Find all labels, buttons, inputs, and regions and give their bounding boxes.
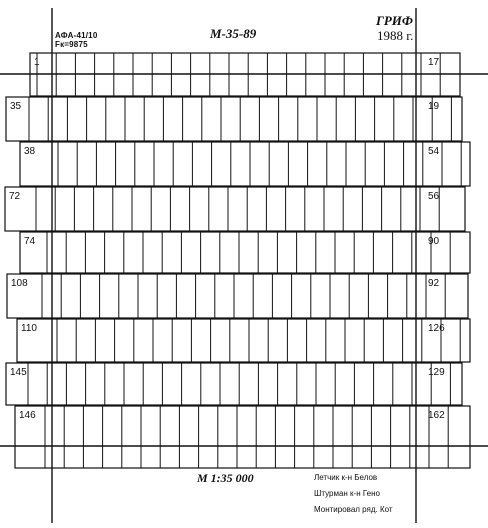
- strip-end-number: 92: [428, 278, 440, 289]
- strip-end-number: 90: [428, 236, 440, 247]
- strip-start-number: 72: [9, 191, 21, 202]
- strip-frame: [17, 319, 470, 362]
- strip-start-number: 74: [24, 236, 36, 247]
- navigator-label: Штурман к-н Гено: [314, 489, 380, 498]
- strip-end-number: 129: [428, 367, 445, 378]
- year-label: 1988 г.: [377, 28, 414, 43]
- strip-frame: [20, 142, 470, 186]
- strip-frame: [20, 232, 470, 273]
- assembled-by-label: Монтировал ряд. Кот: [314, 505, 393, 514]
- strip-start-number: 108: [11, 278, 28, 289]
- strip-end-number: 54: [428, 146, 440, 157]
- focal-length-label: Fк=9875: [55, 40, 88, 49]
- strip-start-number: 38: [24, 146, 36, 157]
- classification-stamp: ГРИФ: [376, 13, 413, 28]
- pilot-label: Летчик к-н Белов: [314, 473, 378, 482]
- strip-end-number: 56: [428, 191, 440, 202]
- strip-frame: [7, 274, 468, 318]
- strip-end-number: 17: [428, 57, 440, 68]
- strip-end-number: 126: [428, 323, 445, 334]
- strip-frame: [6, 363, 462, 405]
- scale-label: М 1:35 000: [197, 471, 254, 485]
- strip-start-number: 145: [10, 367, 27, 378]
- strip-start-number: 1: [34, 57, 40, 68]
- strip-start-number: 146: [19, 410, 36, 421]
- camera-label: АФА-41/10: [55, 31, 98, 40]
- strip-start-number: 110: [21, 323, 37, 334]
- strip-end-number: 162: [428, 410, 445, 421]
- sheet-number: М-35-89: [210, 26, 257, 41]
- strip-end-number: 19: [428, 101, 440, 112]
- strip-start-number: 35: [10, 101, 22, 112]
